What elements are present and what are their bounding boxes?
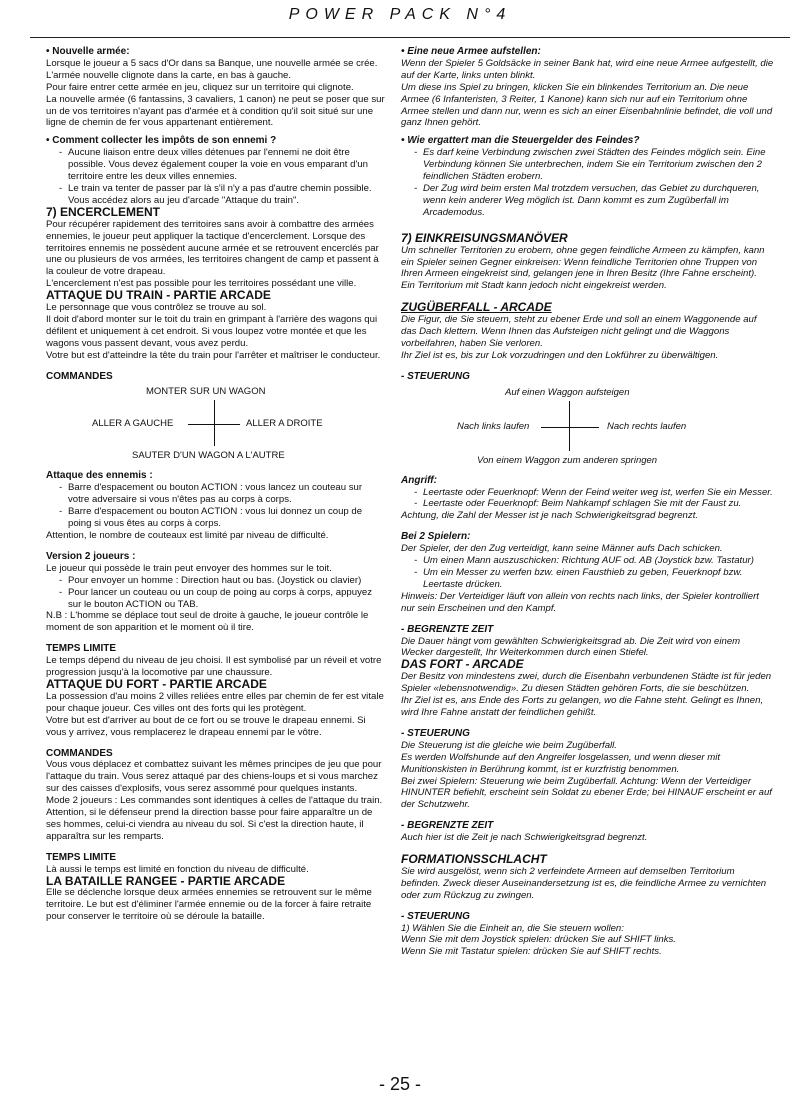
header-rule (30, 37, 790, 38)
commandes2-heading: COMMANDES (46, 747, 113, 759)
german-column (401, 46, 774, 958)
paragraph: Um diese ins Spiel zu bringen, klicken Sie ein blinkendes Territorium an. Die neue Armee (6 Infanteristen, 3 Reiter, 1 Kanone) kann sich nur auf ein Territorium ohne Armee stellen und dann nur, wenn es sich an einer Eisenbahnlinie befindet, die voll und ganz Ihnen gehört. (401, 81, 773, 129)
list-item: - Leertaste oder Feuerknopf: Wenn der Feind weiter weg ist, werfen Sie ein Messer. (423, 487, 774, 499)
steuerung3-heading: - STEUERUNG (401, 910, 470, 922)
paragraph: 1) Wählen Sie die Einheit an, die Sie steuern wollen: (401, 922, 624, 934)
steuerung2-heading: - STEUERUNG (401, 727, 470, 739)
paragraph: Sie wird ausgelöst, wenn sich 2 verfeindete Armeen auf demselben Territorium befinden. Zweck dieser Auseinandersetzung ist es, die feindliche Armee zu vernichten oder zum Rückzug zu zwingen. (401, 865, 767, 901)
list-item: - Um ein Messer zu werfen bzw. einen Fausthieb zu geben, Feuerknopf bzw. Leertaste drücken. (423, 567, 774, 591)
diagram-right-label: ALLER A DROITE (246, 418, 323, 430)
list-item: - Es darf keine Verbindung zwischen zwei Städten des Feindes möglich sein. Eine Verbindung können Sie unterbrechen, indem Sie ein Territorium zwischen den 2 feindlichen Städten erobern. (423, 147, 774, 183)
page-header: POWER PACK N°4 (288, 6, 512, 23)
steuer-list (401, 147, 774, 218)
bei2-list (401, 555, 774, 591)
attaque-ennemis-title: Attaque des ennemis : (46, 470, 153, 482)
list-item: - Barre d'espacement ou bouton ACTION : vous lancez un couteau sur votre adversaire si vous n'êtes pas au corps à corps. (68, 482, 386, 506)
einkreisung-heading: 7) EINKREISUNGSMANÖVER (401, 230, 568, 245)
paragraph: N.B : L'homme se déplace tout seul de droite à gauche, le joueur contrôle le moment de son apparition et le moment où il tire. (46, 610, 369, 634)
paragraph: L'encerclement n'est pas possible pour les territoires possédant une ville. (46, 278, 357, 290)
temps-limite-heading: TEMPS LIMITE (46, 643, 116, 655)
french-column (46, 46, 386, 923)
commandes-heading: COMMANDES (46, 370, 113, 382)
begrenzte-zeit2-heading: - BEGRENZTE ZEIT (401, 820, 494, 832)
page-number: - 25 - (378, 1074, 421, 1094)
paragraph: Vous vous déplacez et combattez suivant les mêmes principes de jeu que pour l'attaque du train. Vous serez attaqué par des chiens-loups et si vous marchez sur des caisses d'explosifs, vous serez assommé pour quelques instants. (46, 759, 382, 795)
steuergelder-title: • Wie ergattert man die Steuergelder des Feindes? (401, 135, 640, 147)
diagram-left-label: Nach links laufen (457, 420, 530, 432)
paragraph: La possession d'au moins 2 villes reliées entre elles par chemin de fer est vitale pour chaque joueur. Ces villes ont des forts qui les protègent. (46, 690, 384, 714)
paragraph: Die Figur, die Sie steuern, steht zu ebener Erde und soll an einem Waggonende auf das Dach klettern. Wenn Ihnen das Aufsteigen nicht gelingt und die Waggons vorbeifahren, haben Sie verloren. (401, 314, 757, 349)
zugueberfall-heading: ZUGÜBERFALL - ARCADE (401, 300, 552, 315)
paragraph: Die Dauer hängt vom gewählten Schwierigkeitsgrad ab. Die Zeit wird von einem Wecker dargestellt, Ihr Weiterkommen durch einen Stiefel. (401, 635, 741, 659)
paragraph: Le personnage que vous contrôlez se trouve au sol. (46, 302, 267, 314)
impots-list (46, 147, 386, 207)
list-item: - Aucune liaison entre deux villes détenues par l'ennemi ne doit être possible. Vous devez également couper la voie en vous emparant d'un territoire entre les deux villes ennemies. (68, 147, 386, 183)
paragraph: Ihr Ziel ist es, bis zur Lok vorzudringen und den Lokführer zu überwältigen. (401, 349, 719, 361)
paragraph: Hinweis: Der Verteidiger läuft von allein von rechts nach links, der Spieler kontrolliert nur sein Erscheinen und den Kampf. (401, 590, 759, 614)
list-item: - Pour lancer un couteau ou un coup de poing au corps à corps, appuyez sur le bouton ACTION ou TAB. (68, 587, 386, 611)
paragraph: La nouvelle armée (6 fantassins, 3 cavaliers, 1 canon) ne peut se poser que sur un de vos territoires n'ayant pas d'armée et à condition qu'il soit situé sur une ligne de chemin de fer vous appartenant entièrement. (46, 93, 385, 129)
nouvelle-armee-title: • Nouvelle armée: (46, 46, 130, 57)
version-list (46, 575, 386, 611)
diagram-up-label: Auf einen Waggon aufsteigen (505, 386, 630, 398)
paragraph: Pour faire entrer cette armée en jeu, cliquez sur un territoire qui clignote. (46, 81, 354, 93)
paragraph: Pour récupérer rapidement des territoires sans avoir à combattre des armées ennemies, le joueur peut appliquer la tactique d'encerclement. Lorsque des territoires ennemis ne possèdent aucune armée et se retrouvent encerclés par une ou plusieurs de vos armées, les territoires changent de camp et passent à la couleur de votre drapeau. (46, 218, 379, 278)
paragraph: Achtung, die Zahl der Messer ist je nach Schwierigkeitsgrad begrenzt. (401, 510, 699, 522)
angriff-title: Angriff: (401, 474, 437, 486)
controls-diagram-de (401, 387, 774, 469)
list-item: - Le train va tenter de passer par là s'il n'y a pas d'autre chemin possible. Vous accédez alors au jeu d'arcade "Attaque du train". (68, 183, 386, 207)
formationsschlacht-heading: FORMATIONSSCHLACHT (401, 852, 547, 867)
paragraph: Wenn Sie mit dem Joystick spielen: drücken Sie auf SHIFT links. (401, 934, 676, 946)
paragraph: Wenn Sie mit Tastatur spielen: drücken Sie auf SHIFT rechts. (401, 946, 662, 958)
horizontal-arrow (541, 427, 599, 428)
attaque-fort-heading: ATTAQUE DU FORT - PARTIE ARCADE (46, 676, 267, 691)
angriff-list (401, 487, 774, 511)
paragraph: Um schneller Territorien zu erobern, ohne gegen feindliche Armeen zu kämpfen, kann ein Spieler seinen Gegner einkreisen: Wenn feindliche Territorien ohne Truppen von Ihren Armeen eingekreist sind, gelangen jene in Ihren Besitz (Ihre Fahne erscheint). (401, 244, 765, 280)
version-title: Version 2 joueurs : (46, 550, 136, 562)
bataille-heading: LA BATAILLE RANGEE - PARTIE ARCADE (46, 873, 286, 888)
paragraph: Votre but est d'atteindre la tête du train pour l'arrêter et maîtriser le conducteur. (46, 349, 381, 361)
neue-armee-title: • Eine neue Armee aufstellen: (401, 46, 541, 57)
list-item: - Um einen Mann auszuschicken: Richtung AUF od. AB (Joystick bzw. Tastatur) (423, 555, 774, 567)
paragraph: Là aussi le temps est limité en fonction du niveau de difficulté. (46, 863, 309, 875)
paragraph: Die Steuerung ist die gleiche wie beim Zugüberfall. (401, 739, 617, 751)
paragraph: Der Spieler, der den Zug verteidigt, kann seine Männer aufs Dach schicken. (401, 543, 723, 555)
paragraph: Lorsque le joueur a 5 sacs d'Or dans sa Banque, une nouvelle armée se crée. L'armée nouvelle clignote dans la carte, en bas à gauche. (46, 57, 378, 81)
steuerung-heading: - STEUERUNG (401, 370, 470, 382)
paragraph: Il doit d'abord monter sur le toit du train en grimpant à l'arrière des wagons qui défilent et uniquement à cet endroit. Si vous loupez votre montée et que les wagons vous passent devant, vous avez perdu. (46, 313, 378, 349)
paragraph: Elle se déclenche lorsque deux armées ennemies se retrouvent sur le même territoire. Le but est d'éliminer l'armée ennemie ou de la forcer à faire retraite pour conserver le territoire où se déroule la bataille. (46, 887, 372, 923)
list-item: - Der Zug wird beim ersten Mal trotzdem versuchen, das Gebiet zu durchqueren, wenn kein anderer Weg möglich ist. Dann kommt es zum Zugüberfall im Arcademodus. (423, 183, 774, 219)
paragraph: Es werden Wolfshunde auf den Angreifer losgelassen, und wenn dieser mit Munitionskisten in Berührung kommt, ist er kurzfristig benommen. (401, 751, 721, 775)
diagram-up-label: MONTER SUR UN WAGON (146, 386, 266, 398)
horizontal-arrow (188, 424, 240, 425)
controls-diagram (46, 386, 386, 464)
begrenzte-zeit-heading: - BEGRENZTE ZEIT (401, 623, 494, 635)
impots-title: • Comment collecter les impôts de son ennemi ? (46, 135, 277, 147)
list-item: - Barre d'espacement ou bouton ACTION : vous lui donnez un coup de poing si vous êtes au corps à corps. (68, 506, 386, 530)
diagram-right-label: Nach rechts laufen (607, 420, 687, 432)
attaque-list (46, 482, 386, 530)
list-item: - Leertaste oder Feuerknopf: Beim Nahkampf schlagen Sie mit der Faust zu. (423, 498, 774, 510)
temps-limite2-heading: TEMPS LIMITE (46, 851, 116, 863)
diagram-down-label: SAUTER D'UN WAGON A L'AUTRE (132, 450, 285, 462)
encerclement-heading: 7) ENCERCLEMENT (46, 204, 161, 219)
fort-heading: DAS FORT - ARCADE (401, 657, 524, 672)
vertical-arrow (569, 401, 570, 451)
attaque-train-heading: ATTAQUE DU TRAIN - PARTIE ARCADE (46, 288, 271, 303)
bei2-title: Bei 2 Spielern: (401, 531, 471, 543)
paragraph: Mode 2 joueurs : Les commandes sont identiques à celles de l'attaque du train. Attention, si le défenseur prend la direction basse pour faire apparaître un de ses hommes, celui-ci viendra au niveau du sol. Si c'est la direction haute, il apparaîtra sur les remparts. (46, 795, 383, 842)
paragraph: Der Besitz von mindestens zwei, durch die Eisenbahn verbundenen Städte ist für jeden Spieler «lebensnotwendig». Zu diesen Städten gehören Forts, die sie beschützen. (401, 671, 772, 695)
paragraph: Ein Territorium mit Stadt kann jedoch nicht eingekreist werden. (401, 280, 667, 292)
paragraph: Auch hier ist die Zeit je nach Schwierigkeitsgrad begrenzt. (401, 832, 648, 844)
paragraph: Ihr Ziel ist es, ans Ende des Forts zu gelangen, wo die Fahne steht. Gelingt es Ihnen, wird Ihre Fahne anstatt der feindlichen gehißt. (401, 695, 764, 718)
diagram-left-label: ALLER A GAUCHE (92, 418, 174, 430)
paragraph: Attention, le nombre de couteaux est limité par niveau de difficulté. (46, 530, 329, 541)
paragraph: Bei zwei Spielern: Steuerung wie beim Zugüberfall. Achtung: Wenn der Verteidiger HINUNTER befiehlt, erscheint sein Soldat zu ebener Erde; bei HINAUF erscheint er auf der Schutzwehr. (401, 775, 772, 811)
diagram-down-label: Von einem Waggon zum anderen springen (477, 454, 658, 466)
vertical-arrow (214, 400, 215, 446)
paragraph: Votre but est d'arriver au bout de ce fort ou se trouve le drapeau ennemi. Si vous y arrivez, vous remplacerez le drapeau ennemi par le vôtre. (46, 714, 366, 738)
paragraph: Wenn der Spieler 5 Goldsäcke in seiner Bank hat, wird eine neue Armee aufgestellt, die auf der Karte, links unten blinkt. (401, 57, 774, 81)
paragraph: Le joueur qui possède le train peut envoyer des hommes sur le toit. (46, 562, 332, 574)
list-item: - Pour envoyer un homme : Direction haut ou bas. (Joystick ou clavier) (68, 575, 386, 587)
paragraph: Le temps dépend du niveau de jeu choisi. Il est symbolisé par un réveil et votre progression jusqu'à la locomotive par une chaussure. (46, 655, 382, 679)
